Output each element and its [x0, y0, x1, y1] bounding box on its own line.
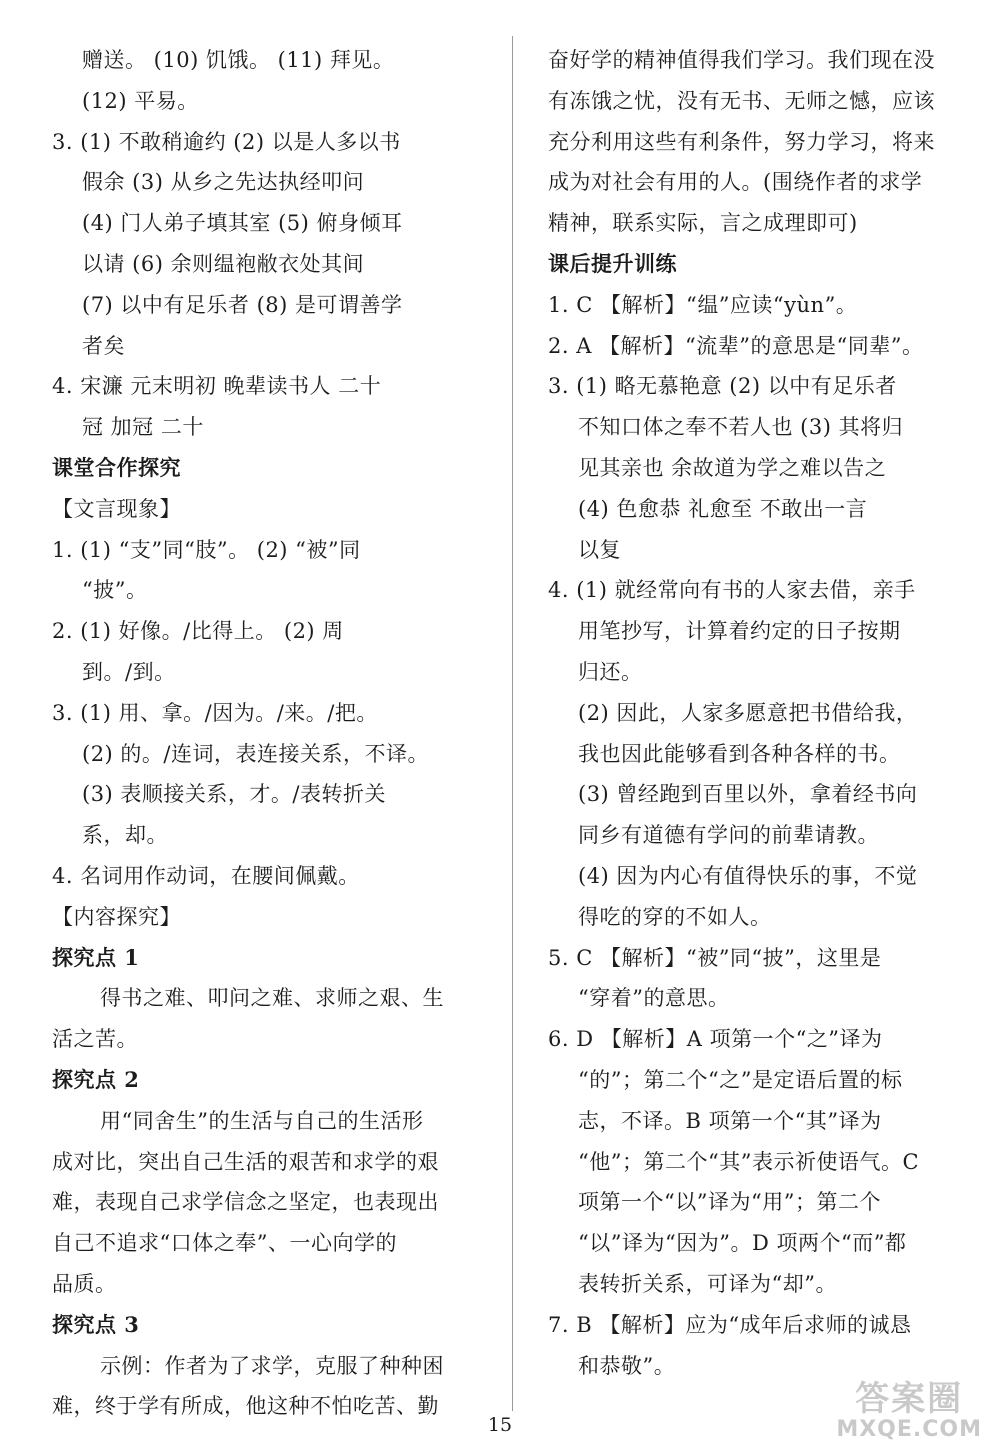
text-line: “披”。 [82, 578, 148, 603]
text-line: 项第一个“以”译为“用”；第二个 [578, 1190, 881, 1215]
text-line: “的”；第二个“之”是定语后置的标 [578, 1067, 903, 1092]
text-line: (7) 以中有足乐者 (8) 是可谓善学 [82, 292, 403, 317]
section-heading: 课堂合作探究 [52, 454, 181, 480]
text-line: 归还。 [578, 659, 643, 684]
watermark [836, 1381, 982, 1442]
text-line: 成对比，突出自己生活的艰苦和求学的艰 [52, 1149, 439, 1174]
text-line: 精神，联系实际，言之成理即可) [548, 211, 858, 236]
text-line: 不知口体之奉不若人也 (3) 其将归 [578, 415, 904, 440]
text-line: (3) 表顺接关系，才。/表转折关 [82, 782, 386, 807]
text-line: 活之苦。 [52, 1027, 138, 1052]
text-line: 充分利用这些有利条件，努力学习，将来 [548, 129, 935, 154]
text-line: 难，终于学有所成，他这种不怕吃苦、勤 [52, 1394, 439, 1419]
watermark-url: MXQE.COM [836, 1417, 982, 1442]
text-line: 2. (1) 好像。/比得上。 (2) 周 [52, 619, 344, 644]
text-line: 4. (1) 就经常向有书的人家去借，亲手 [548, 578, 916, 603]
text-line: 4. 名词用作动词，在腰间佩戴。 [52, 863, 360, 888]
right-column [548, 40, 978, 1386]
text-line: (4) 门人弟子填其室 (5) 俯身倾耳 [82, 211, 403, 236]
text-line: (4) 色愈恭 礼愈至 不敢出一言 [578, 496, 868, 521]
section-heading: 探究点 1 [52, 944, 140, 970]
text-line: 3. (1) 用、拿。/因为。/来。/把。 [52, 700, 378, 725]
text-line: 有冻饿之忧，没有无书、无师之憾，应该 [548, 88, 935, 113]
text-line: 1. (1) “支”同“肢”。 (2) “被”同 [52, 537, 361, 562]
text-line: 以复 [578, 537, 621, 562]
text-line: “以”译为“因为”。D 项两个“而”都 [578, 1231, 907, 1256]
text-line: 见其亲也 余故道为学之难以告之 [578, 455, 887, 480]
text-line: 奋好学的精神值得我们学习。我们现在没 [548, 48, 935, 72]
text-line: 3. (1) 不敢稍逾约 (2) 以是人多以书 [52, 129, 401, 154]
text-line: 7. B 【解析】应为“成年后求师的诚恳 [548, 1312, 912, 1337]
text-line: 我也因此能够看到各种各样的书。 [578, 741, 901, 766]
text-line: (3) 曾经跑到百里以外，拿着经书向 [578, 782, 918, 807]
text-line: (2) 的。/连词，表连接关系，不译。 [82, 741, 429, 766]
text-line: 4. 宋濂 元末明初 晚辈读书人 二十 [52, 374, 382, 399]
text-line: 难，表现自己求学信念之坚定，也表现出 [52, 1190, 439, 1215]
text-line: 【内容探究】 [52, 904, 181, 929]
section-heading: 课后提升训练 [548, 250, 677, 276]
text-line: 到。/到。 [82, 659, 176, 684]
text-line: 用“同舍生”的生活与自己的生活形 [100, 1108, 424, 1133]
text-line: 和恭敬”。 [578, 1353, 676, 1378]
text-line: “穿着”的意思。 [578, 986, 730, 1011]
text-line: 6. D 【解析】A 项第一个“之”译为 [548, 1027, 883, 1052]
text-line: 冠 加冠 二十 [82, 415, 204, 440]
text-line: 志，不译。B 项第一个“其”译为 [578, 1108, 882, 1133]
text-line: (2) 因此，人家多愿意把书借给我， [578, 700, 918, 725]
text-line: 成为对社会有用的人。(围绕作者的求学 [548, 170, 923, 195]
text-line: 品质。 [52, 1271, 117, 1296]
text-line: 用笔抄写，计算着约定的日子按期 [578, 619, 901, 644]
watermark-logo: 答案圈 [855, 1379, 964, 1419]
text-line: 系，却。 [82, 823, 168, 848]
section-heading: 探究点 3 [52, 1311, 140, 1337]
text-line: 得吃的穿的不如人。 [578, 904, 772, 929]
text-line: 1. C 【解析】“缊”应读“yùn”。 [548, 292, 858, 317]
text-line: 5. C 【解析】“被”同“披”，这里是 [548, 945, 882, 970]
left-column [52, 40, 482, 1427]
text-line: (4) 因为内心有值得快乐的事，不觉 [578, 863, 918, 888]
text-line: 表转折关系，可译为“却”。 [578, 1271, 837, 1296]
page-number: 15 [487, 1414, 513, 1436]
text-line: (12) 平易。 [82, 88, 199, 113]
text-line: 2. A 【解析】“流辈”的意思是“同辈”。 [548, 333, 924, 358]
text-line: “他”；第二个“其”表示祈使语气。C [578, 1149, 920, 1174]
text-line: 以请 (6) 余则缊袍敝衣处其间 [82, 251, 365, 276]
column-divider [512, 36, 513, 1411]
text-line: 得书之难、叩问之难、求师之艰、生 [100, 986, 444, 1011]
text-line: 示例：作者为了求学，克服了种种困 [100, 1353, 444, 1378]
text-line: 【文言现象】 [52, 496, 181, 521]
text-line: 者矣 [82, 333, 125, 358]
text-line: 3. (1) 略无慕艳意 (2) 以中有足乐者 [548, 374, 897, 399]
text-line: 自己不追求“口体之奉”、一心向学的 [52, 1231, 397, 1256]
text-line: 假余 (3) 从乡之先达执经叩问 [82, 170, 365, 195]
section-heading: 探究点 2 [52, 1066, 140, 1092]
text-line: 同乡有道德有学问的前辈请教。 [578, 823, 879, 848]
text-line: 赠送。 (10) 饥饿。 (11) 拜见。 [82, 48, 395, 72]
